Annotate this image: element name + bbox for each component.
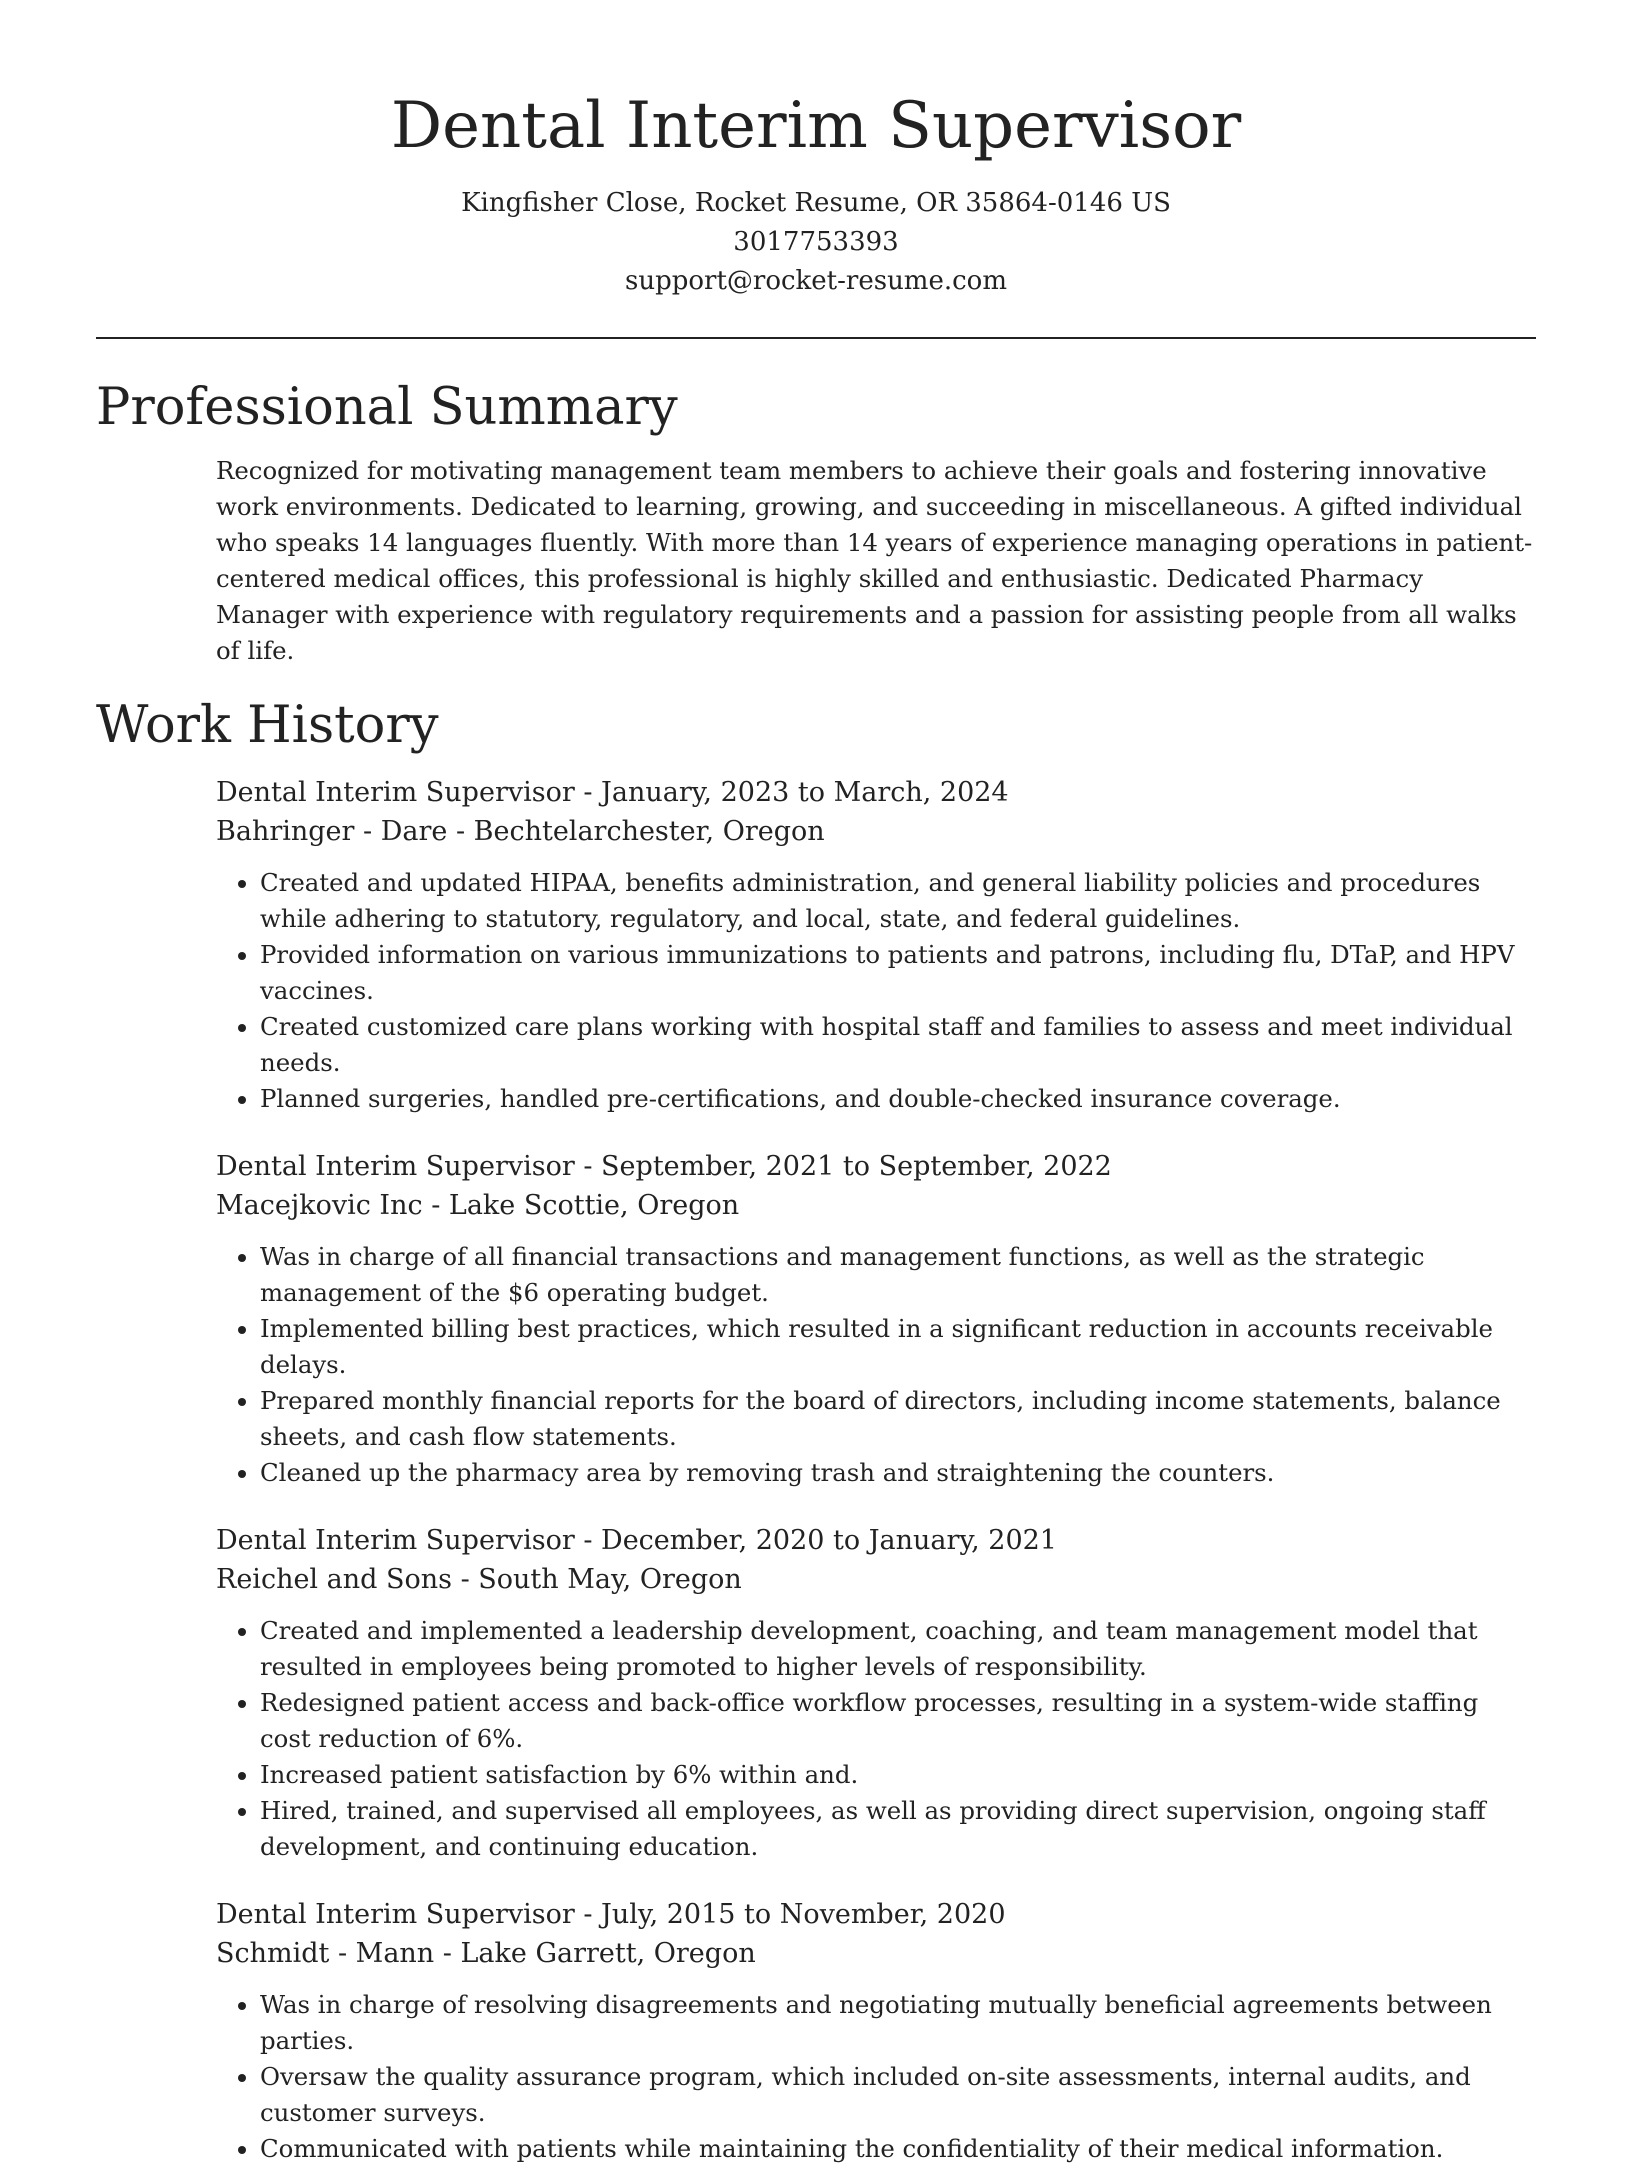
job-location: - South May, Oregon — [452, 1564, 742, 1595]
job-company-line — [216, 812, 1536, 851]
job-bullet: • Oversaw the quality assurance program, which included on-site assessments, internal audits, and customer surveys. — [260, 2059, 1536, 2131]
job-location: - Lake Garrett, Oregon — [434, 1938, 756, 1969]
job-title-line — [216, 1521, 1536, 1560]
job-bullet: • Communicated with patients while maintaining the confidentiality of their medical information. — [260, 2131, 1536, 2167]
job-company: Macejkovic Inc — [216, 1190, 423, 1221]
email-text: support@rocket-resume.com — [624, 266, 1007, 296]
job-company: Schmidt - Mann — [216, 1938, 435, 1969]
job-bullet: • Increased patient satisfaction by 6% within and. — [260, 1757, 1536, 1793]
resume-page — [96, 0, 1536, 2167]
job-title-line — [216, 1895, 1536, 1934]
job-bullet: • Prepared monthly financial reports for the board of directors, including income statements, balance sheets, and cash flow statements. — [260, 1383, 1536, 1455]
job-bullet: • Was in charge of resolving disagreements and negotiating mutually beneficial agreements between parties. — [260, 1987, 1536, 2059]
job-dates: - July, 2015 to November, 2020 — [574, 1899, 1006, 1930]
job-bullet: • Cleaned up the pharmacy area by removing trash and straightening the counters. — [260, 1455, 1536, 1491]
job-bullet: • Implemented billing best practices, which resulted in a significant reduction in accounts receivable delays. — [260, 1311, 1536, 1383]
job-entry — [216, 1895, 1536, 2167]
job-company: Reichel and Sons — [216, 1564, 452, 1595]
candidate-name: Dental Interim Supervisor — [390, 89, 1242, 163]
job-bullet-list — [216, 1239, 1536, 1491]
job-dates: - January, 2023 to March, 2024 — [574, 777, 1009, 808]
job-bullet: • Hired, trained, and supervised all employees, as well as providing direct supervision, ongoing staff development, and continuing education. — [260, 1793, 1536, 1865]
job-title-line — [216, 773, 1536, 812]
job-bullet: • Redesigned patient access and back-office workflow processes, resulting in a system-wide staffing cost reduction of 6%. — [260, 1685, 1536, 1757]
job-bullet: • Provided information on various immunizations to patients and patrons, including flu, DTaP, and HPV vaccines. — [260, 937, 1536, 1009]
job-bullet: • Created and implemented a leadership development, coaching, and team management model that resulted in employees being promoted to higher levels of responsibility. — [260, 1613, 1536, 1685]
job-role: Dental Interim Supervisor — [216, 1525, 575, 1556]
address-text: Kingfisher Close, Rocket Resume, OR 35864-0146 US — [461, 188, 1171, 218]
job-bullet: • Was in charge of all financial transactions and management functions, as well as the strategic management of the $6 operating budget. — [260, 1239, 1536, 1311]
header-divider — [96, 337, 1536, 339]
job-company-line — [216, 1560, 1536, 1599]
work-history-heading: Work History — [96, 696, 439, 755]
summary-text: Recognized for motivating management team members to achieve their goals and fostering innovative work environments. Dedicated to learning, growing, and succeeding in miscellaneous. A gifted individual who speaks 14 languages fluently. With more than 14 years of experience managing operations in patient-centered medical offices, this professional is highly skilled and enthusiastic. Dedicated Pharmacy Manager with experience with regulatory requirements and a passion for assisting people from all walks of life. — [216, 456, 1533, 665]
summary-heading: Professional Summary — [96, 378, 678, 437]
job-dates: - December, 2020 to January, 2021 — [574, 1525, 1057, 1556]
job-entry — [216, 1147, 1536, 1491]
job-location: - Lake Scottie, Oregon — [422, 1190, 740, 1221]
job-entry — [216, 773, 1536, 1117]
job-bullet: • Created customized care plans working with hospital staff and families to assess and meet individual needs. — [260, 1009, 1536, 1081]
job-company: Bahringer - Dare — [216, 816, 448, 847]
job-bullet-list — [216, 1613, 1536, 1865]
job-role: Dental Interim Supervisor — [216, 1899, 575, 1930]
resume-header — [96, 0, 1536, 301]
phone-text: 3017753393 — [733, 227, 899, 257]
job-role: Dental Interim Supervisor — [216, 1151, 575, 1182]
job-company-line — [216, 1934, 1536, 1973]
job-bullet-list — [216, 865, 1536, 1117]
job-entry — [216, 1521, 1536, 1865]
contact-block — [96, 184, 1536, 301]
job-bullet: • Created and updated HIPAA, benefits administration, and general liability policies and procedures while adhering to statutory, regulatory, and local, state, and federal guidelines. — [260, 865, 1536, 937]
job-title-line — [216, 1147, 1536, 1186]
job-bullet: • Planned surgeries, handled pre-certifications, and double-checked insurance coverage. — [260, 1081, 1536, 1117]
job-dates: - September, 2021 to September, 2022 — [574, 1151, 1112, 1182]
job-location: - Bechtelarchester, Oregon — [447, 816, 825, 847]
work-history-list — [96, 773, 1536, 2167]
job-bullet-list — [216, 1987, 1536, 2167]
job-role: Dental Interim Supervisor — [216, 777, 575, 808]
job-company-line — [216, 1186, 1536, 1225]
